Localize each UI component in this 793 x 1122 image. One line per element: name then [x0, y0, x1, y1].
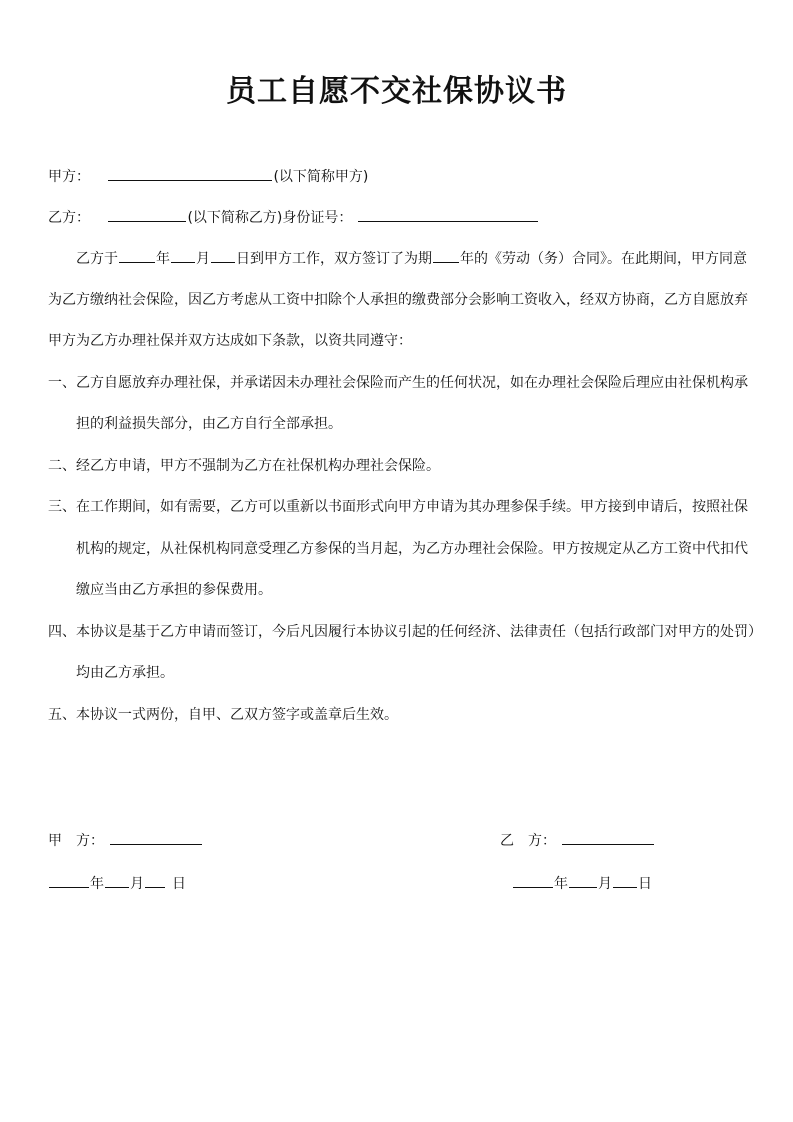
date-day-label: 日: [638, 876, 652, 892]
party-b-date: [512, 873, 652, 893]
intro-line-1: [76, 248, 747, 269]
party-a-signature-blank[interactable]: [110, 830, 202, 845]
start-year-blank[interactable]: [119, 248, 155, 263]
intro-text: 乙方于: [76, 251, 118, 267]
intro-month-label: 月: [196, 251, 210, 267]
clause-3-line-1: 三、在工作期间，如有需要，乙方可以重新以书面形式向甲方申请为其办理参保手续。甲方接到申请后，按照社保: [48, 499, 748, 515]
date-year-label: 年: [90, 876, 104, 892]
party-a-signature: [48, 830, 203, 850]
start-day-blank[interactable]: [211, 248, 235, 263]
clause-3-line-2: 机构的规定，从社保机构同意受理乙方参保的当月起，为乙方办理社会保险。甲方按规定从乙方工资中代扣代: [76, 541, 748, 557]
party-a-month-blank[interactable]: [105, 873, 129, 888]
party-b-day-blank[interactable]: [613, 873, 637, 888]
party-b-signature-blank[interactable]: [562, 830, 654, 845]
intro-text: 日到甲方工作，双方签订了为期: [236, 251, 432, 267]
date-month-label: 月: [130, 876, 144, 892]
clause-1-line-1: 一、乙方自愿放弃办理社保，并承诺因未办理社会保险而产生的任何状况，如在办理社会保险后理应由社保机构承: [48, 375, 748, 391]
party-b-line: [48, 207, 539, 228]
intro-line-3: 甲方为乙方办理社保并双方达成如下条款，以资共同遵守：: [48, 333, 412, 349]
clause-4-line-2: 均由乙方承担。: [76, 665, 174, 681]
contract-years-blank[interactable]: [433, 248, 459, 263]
clause-2-line-1: 二、经乙方申请，甲方不强制为乙方在社保机构办理社会保险。: [48, 458, 440, 474]
intro-text: 年的《劳动（务）合同》。在此期间，甲方同意: [460, 251, 747, 267]
party-b-label: 乙方：: [48, 210, 90, 226]
party-a-suffix: (以下简称甲方): [273, 169, 369, 185]
party-b-blank[interactable]: [108, 207, 186, 222]
party-a-day-blank[interactable]: [145, 873, 165, 888]
start-month-blank[interactable]: [171, 248, 195, 263]
party-a-date: [48, 873, 186, 893]
clause-4-line-1: 四、本协议是基于乙方申请而签订，今后凡因履行本协议引起的任何经济、法律责任（包括行政部门对甲方的处罚）: [48, 624, 762, 640]
date-year-label: 年: [554, 876, 568, 892]
date-day-label: 日: [172, 876, 186, 892]
party-a-label: 甲方：: [48, 169, 90, 185]
intro-year-label: 年: [156, 251, 170, 267]
party-a-year-blank[interactable]: [49, 873, 89, 888]
document-title: 员工自愿不交社保协议书: [226, 74, 567, 109]
party-a-signature-label: 甲 方：: [48, 833, 104, 849]
party-b-year-blank[interactable]: [513, 873, 553, 888]
party-b-signature-label: 乙 方：: [500, 833, 556, 849]
date-month-label: 月: [598, 876, 612, 892]
party-a-blank[interactable]: [108, 166, 272, 181]
intro-line-2: 为乙方缴纳社会保险，因乙方考虑从工资中扣除个人承担的缴费部分会影响工资收入，经双方协商，乙方自愿放弃: [48, 292, 748, 308]
id-number-blank[interactable]: [358, 207, 538, 222]
party-b-suffix: (以下简称乙方)身份证号：: [187, 210, 353, 226]
party-a-line: [48, 166, 368, 187]
clause-3-line-3: 缴应当由乙方承担的参保费用。: [76, 582, 272, 598]
party-b-month-blank[interactable]: [569, 873, 597, 888]
clause-5-line-1: 五、本协议一式两份，自甲、乙双方签字或盖章后生效。: [48, 707, 398, 723]
clause-1-line-2: 担的利益损失部分，由乙方自行全部承担。: [76, 416, 342, 432]
party-b-signature: [500, 830, 655, 850]
